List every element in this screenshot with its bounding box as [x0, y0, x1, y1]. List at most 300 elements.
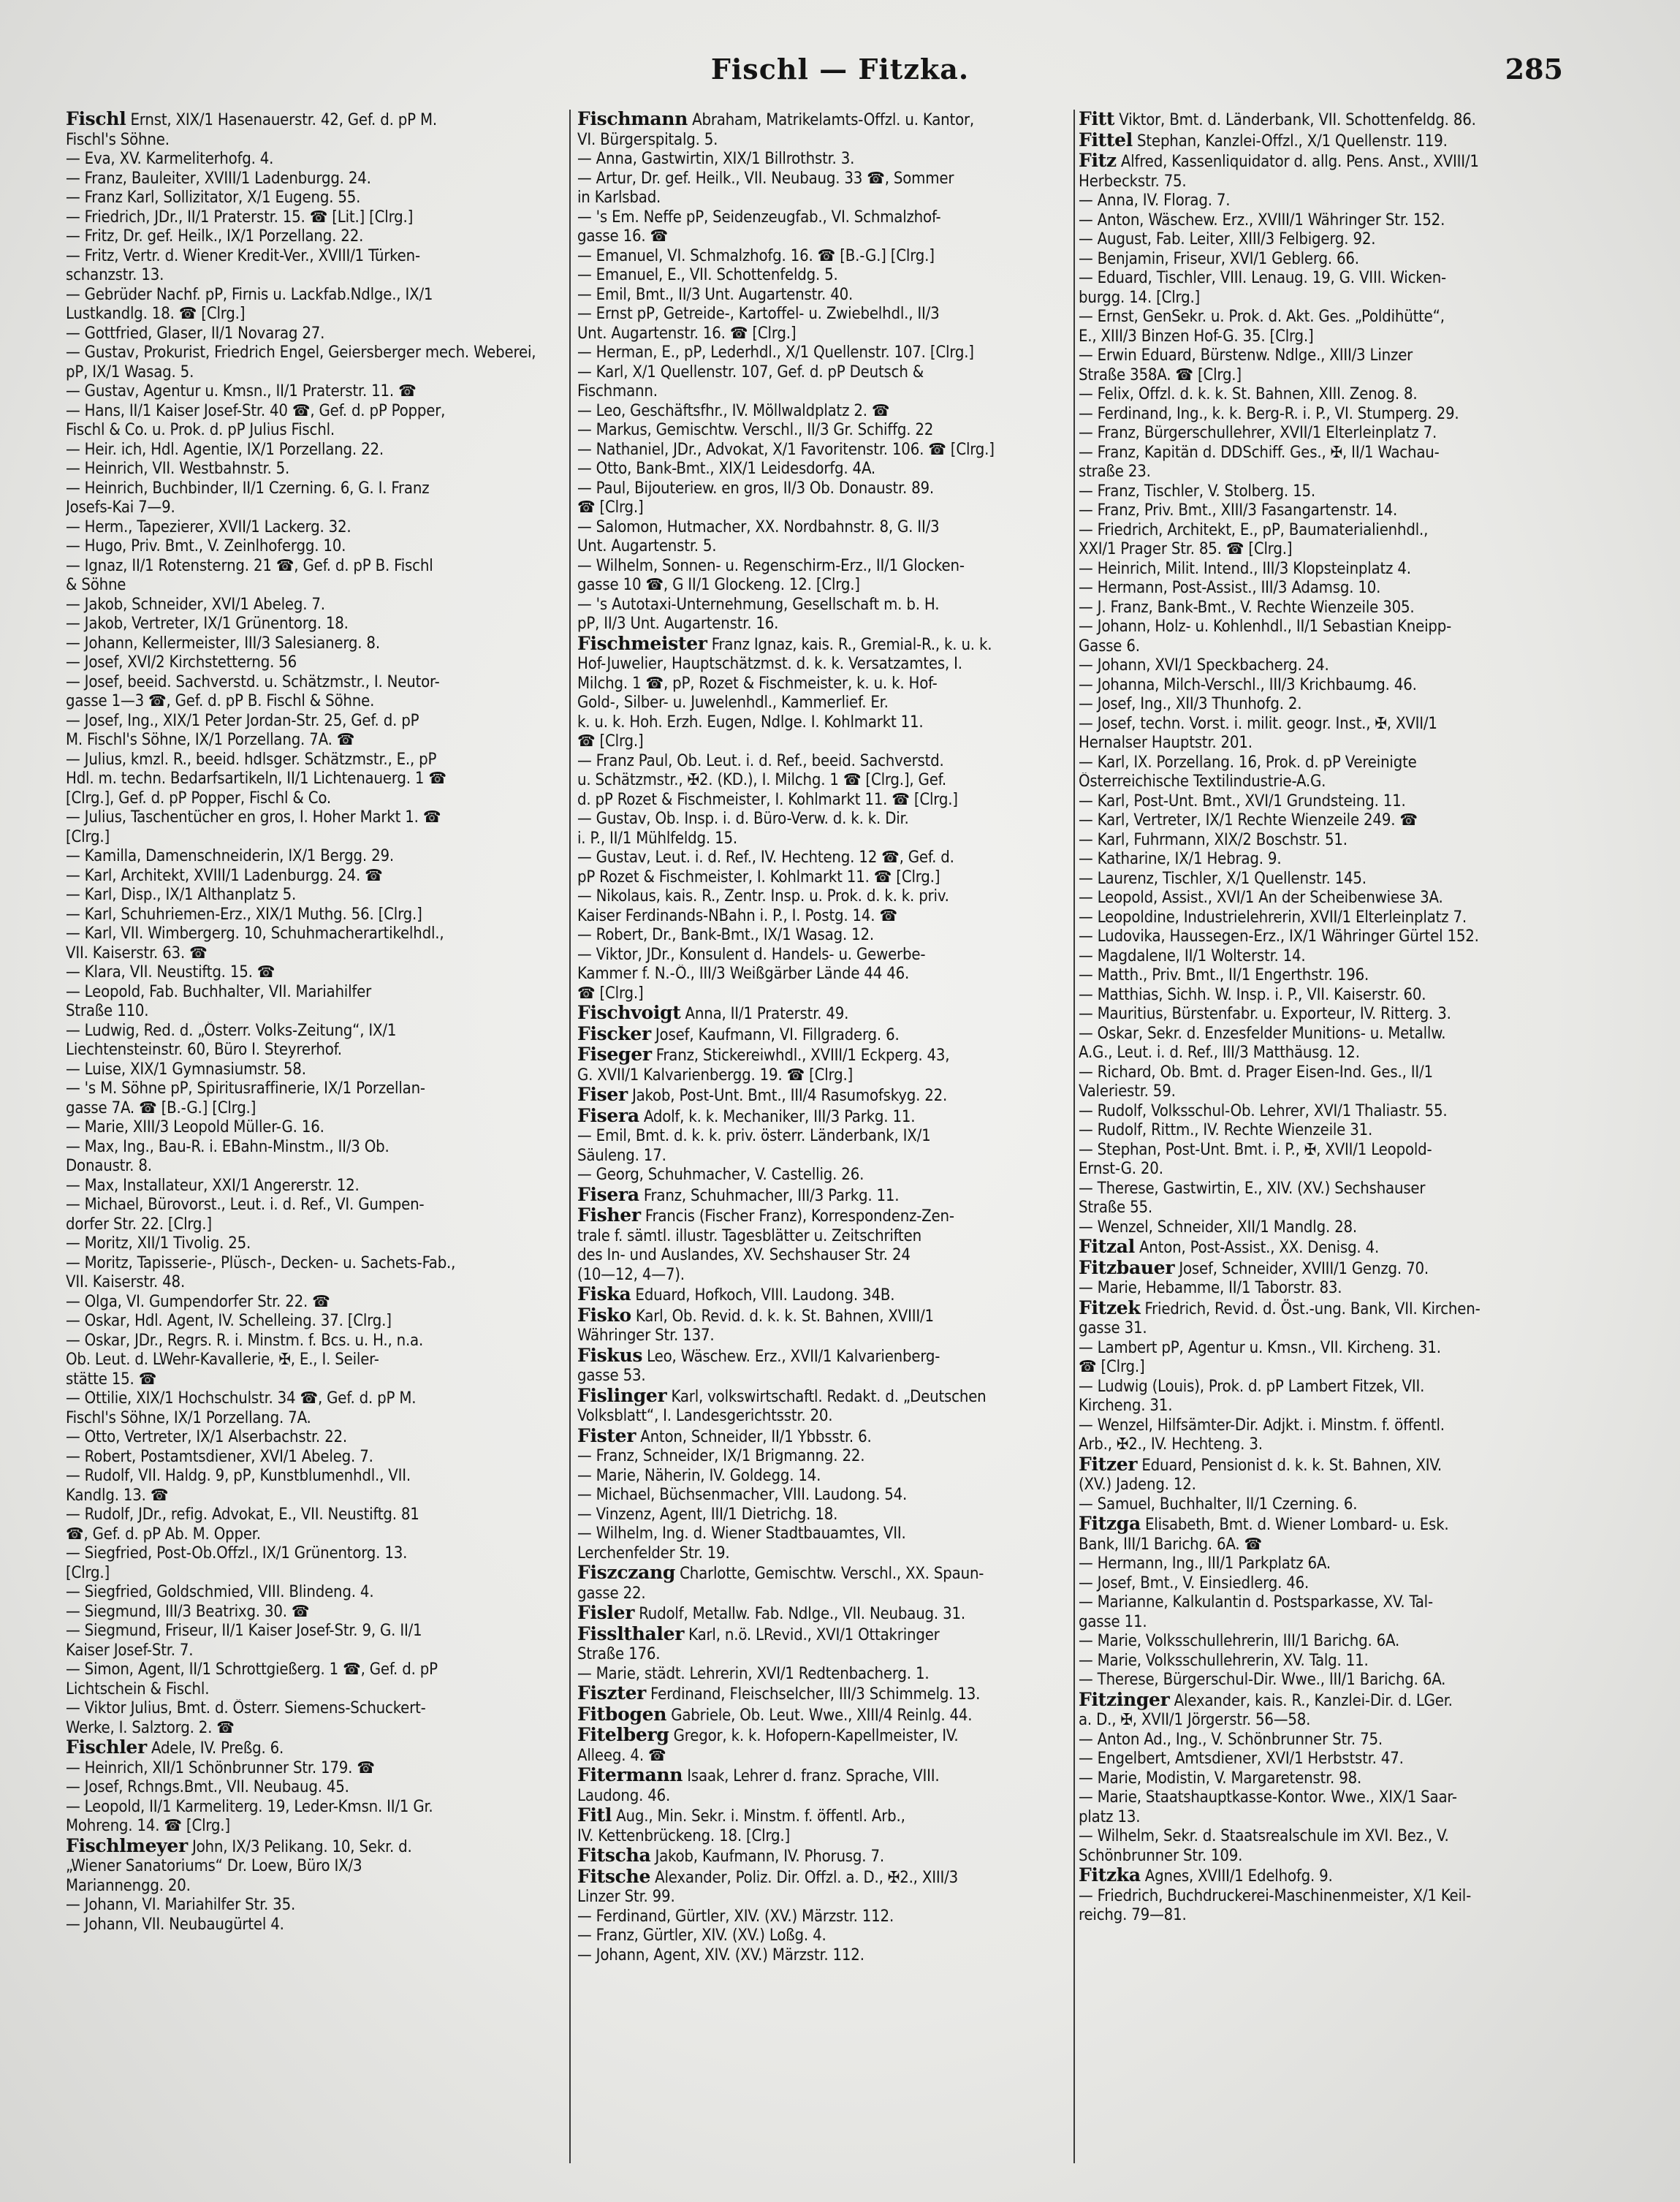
directory-line: [577, 791, 1071, 810]
directory-line: [66, 847, 560, 867]
entry-text: — Gustav, Agentur u. Kmsn., II/1 Praterstr. 11. ☎: [66, 382, 417, 400]
entry-text: — Lambert pP, Agentur u. Kmsn., VII. Kircheng. 31.: [1079, 1338, 1441, 1357]
entry-text: — Leopold, II/1 Karmeliterg. 19, Leder-Kmsn. II/1 Gr.: [66, 1797, 433, 1816]
entry-text: gasse 16. ☎: [577, 227, 668, 246]
entry-text: — Leopoldine, Industrielehrerin, XVII/1 Elterleinplatz 7.: [1079, 908, 1467, 927]
entry-text: — Rudolf, VII. Haldg. 9, pP, Kunstblumenhdl., VII.: [66, 1467, 411, 1485]
entry-text: gasse 31.: [1079, 1319, 1147, 1337]
entry-text: Herbeckstr. 75.: [1079, 172, 1187, 191]
entry-text: gasse 10 ☎, G II/1 Glockeng. 12. [Clrg.]: [577, 576, 860, 594]
directory-line: [66, 1215, 560, 1235]
entry-text: ☎ [Clrg.]: [577, 498, 644, 517]
surname-headword: Fitzinger: [1079, 1690, 1170, 1710]
entry-text: Kaiser Josef-Str. 7.: [66, 1641, 194, 1660]
directory-line: [577, 848, 1071, 868]
surname-headword: Fischler: [66, 1738, 147, 1758]
entry-text: in Karlsbad.: [577, 189, 661, 207]
entry-text: — Josef, Ing., XII/3 Thunhofg. 2.: [1079, 695, 1302, 713]
entry-text: — Heinrich, VII. Westbahnstr. 5.: [66, 460, 290, 478]
entry-text: VI. Bürgerspitalg. 5.: [577, 130, 718, 149]
directory-line: [66, 808, 560, 828]
entry-text: Karl, volkswirtschaftl. Redakt. d. „Deutschen: [666, 1387, 987, 1406]
directory-line: [66, 1138, 560, 1158]
entry-text: — Johann, Agent, XIV. (XV.) Märzstr. 112.: [577, 1945, 864, 1964]
entry-text: — Marie, Staatshauptkasse-Kontor. Wwe., XIX/1 Saar-: [1079, 1788, 1457, 1807]
directory-line: [66, 1877, 560, 1897]
entry-text: — Karl, Fuhrmann, XIX/2 Boschstr. 51.: [1079, 830, 1348, 849]
directory-line: [1079, 1199, 1573, 1218]
directory-line: [577, 1467, 1071, 1487]
directory-line: [1079, 1847, 1573, 1867]
entry-text: — Fritz, Vertr. d. Wiener Kredit-Ver., XVIII/1 Türken-: [66, 246, 420, 265]
directory-line: [66, 1157, 560, 1177]
entry-text: — Karl, Disp., IX/1 Althanplatz 5.: [66, 886, 297, 904]
entry-text: XXI/1 Prager Str. 85. ☎ [Clrg.]: [1079, 540, 1293, 558]
entry-text: E., XIII/3 Binzen Hof-G. 35. [Clrg.]: [1079, 327, 1314, 346]
entry-text: — Otto, Vertreter, IX/1 Alserbachstr. 22.: [66, 1428, 347, 1446]
directory-line: [577, 1506, 1071, 1525]
entry-text: — Moritz, XII/1 Tivolig. 25.: [66, 1234, 251, 1253]
directory-line: [577, 1367, 1071, 1386]
directory-line: [577, 557, 1071, 577]
directory-line: [1079, 1339, 1573, 1359]
entry-text: — Ernst, GenSekr. u. Prok. d. Akt. Ges. „Poldihütte“,: [1079, 308, 1445, 326]
entry-text: burgg. 14. [Clrg.]: [1079, 288, 1201, 307]
entry-text: — Johann, VI. Mariahilfer Str. 35.: [66, 1896, 296, 1914]
entry-text: — Wilhelm, Sekr. d. Staatsrealschule im XVI. Bez., V.: [1079, 1827, 1449, 1845]
directory-line: [66, 1699, 560, 1719]
entry-text: Schönbrunner Str. 109.: [1079, 1846, 1243, 1865]
directory-line: [577, 1806, 1071, 1827]
entry-text: Eduard, Hofkoch, VIII. Laudong. 34B.: [631, 1286, 895, 1305]
entry-text: — Viktor Julius, Bmt. d. Österr. Siemens-Schuckert-: [66, 1699, 426, 1717]
directory-line: [577, 247, 1071, 267]
directory-line: [577, 1003, 1071, 1025]
directory-line: [577, 1185, 1071, 1207]
entry-text: — Paul, Bijouteriew. en gros, II/3 Ob. Donaustr. 89.: [577, 479, 935, 498]
directory-line: [1079, 405, 1573, 425]
directory-line: [577, 926, 1071, 946]
directory-line: [1079, 463, 1573, 482]
entry-text: — Josef, Ing., XIX/1 Peter Jordan-Str. 25, Gef. d. pP: [66, 711, 419, 730]
entry-text: — Franz, Priv. Bmt., XIII/3 Fasangartenstr. 14.: [1079, 501, 1398, 520]
directory-line: [1079, 695, 1573, 715]
entry-text: Franz, Schuhmacher, III/3 Parkg. 11.: [639, 1186, 900, 1205]
entry-text: — Moritz, Tapisserie-, Plüsch-, Decken- u. Sachets-Fab.,: [66, 1253, 456, 1272]
directory-line: [66, 944, 560, 964]
directory-line: [66, 1680, 560, 1700]
surname-headword: Fitzek: [1079, 1298, 1141, 1318]
surname-headword: Fisera: [577, 1106, 639, 1126]
entry-text: u. Schätzmstr., ✠2. (KD.), I. Milchg. 1 ☎ [Clrg.], Gef.: [577, 771, 946, 789]
entry-text: Straße 55.: [1079, 1199, 1152, 1217]
entry-text: — Ernst pP, Getreide-, Kartoffel- u. Zwiebelhdl., II/3: [577, 305, 940, 323]
directory-line: [66, 402, 560, 422]
entry-text: — Wilhelm, Sonnen- u. Regenschirm-Erz., II/1 Glocken-: [577, 556, 965, 575]
entry-text: stätte 15. ☎: [66, 1370, 157, 1389]
directory-line: [1079, 1593, 1573, 1613]
entry-text: — Jakob, Schneider, XVI/1 Abeleg. 7.: [66, 595, 325, 614]
directory-line: [577, 634, 1071, 656]
entry-text: — Franz Karl, Sollizitator, X/1 Eugeng. 55.: [66, 189, 361, 207]
surname-headword: Fitzer: [1079, 1454, 1138, 1475]
directory-line: [577, 965, 1071, 984]
directory-line: [577, 479, 1071, 499]
directory-line: [577, 343, 1071, 363]
directory-line: [66, 1837, 560, 1858]
entry-text: — Gustav, Ob. Insp. i. d. Büro-Verw. d. k. k. Dir.: [577, 810, 909, 828]
surname-headword: Fischmeister: [577, 634, 707, 654]
entry-text: — Michael, Büchsenmacher, VIII. Laudong. 54.: [577, 1486, 908, 1504]
entry-text: — Nathaniel, JDr., Advokat, X/1 Favoritenstr. 106. ☎ [Clrg.]: [577, 440, 995, 459]
entry-text: Mariannengg. 20.: [66, 1876, 191, 1895]
directory-line: [577, 537, 1071, 557]
entry-text: Adolf, k. k. Mechaniker, III/3 Parkg. 11.: [639, 1107, 916, 1126]
entry-text: Isaak, Lehrer d. franz. Sprache, VIII.: [683, 1767, 940, 1785]
directory-line: [66, 1293, 560, 1313]
entry-text: Alfred, Kassenliquidator d. allg. Pens. Anst., XVIII/1: [1116, 153, 1479, 171]
entry-text: — Friedrich, Buchdruckerei-Maschinenmeister, X/1 Keil-: [1079, 1886, 1472, 1905]
directory-line: [1079, 889, 1573, 908]
directory-line: [577, 382, 1071, 402]
surname-headword: Fitermann: [577, 1766, 683, 1785]
entry-text: Bank, III/1 Barichg. 6A. ☎: [1079, 1535, 1262, 1554]
surname-headword: Fitsche: [577, 1867, 651, 1887]
entry-text: — Gottfried, Glaser, II/1 Novarag 27.: [66, 324, 325, 343]
directory-line: [66, 537, 560, 557]
entry-text: Anna, II/1 Praterstr. 49.: [680, 1005, 849, 1023]
entry-text: — Fritz, Dr. gef. Heilk., IX/1 Porzellang. 22.: [66, 227, 364, 246]
entry-text: — Felix, Offzl. d. k. k. St. Bahnen, XIII. Zenog. 8.: [1079, 385, 1418, 403]
directory-line: [1079, 385, 1573, 405]
entry-text: [Clrg.]: [66, 1563, 110, 1582]
entry-text: — Vinzenz, Agent, III/1 Dietrichg. 18.: [577, 1505, 838, 1524]
surname-headword: Fitt: [1079, 110, 1115, 129]
entry-text: — Marie, Näherin, IV. Goldegg. 14.: [577, 1466, 821, 1485]
directory-line: [66, 1544, 560, 1564]
directory-line: [1079, 366, 1573, 386]
directory-line: [577, 402, 1071, 422]
surname-headword: Fittel: [1079, 130, 1133, 151]
directory-line: [1079, 908, 1573, 928]
directory-line: [1079, 1750, 1573, 1769]
directory-line: [577, 713, 1071, 733]
entry-text: — Erwin Eduard, Bürstenw. Ndlge., XIII/3 Linzer: [1079, 346, 1413, 365]
directory-line: [66, 925, 560, 944]
directory-line: [1079, 734, 1573, 753]
directory-line: [1079, 191, 1573, 211]
entry-text: — Ludovika, Haussegen-Erz., IX/1 Währinger Gürtel 152.: [1079, 927, 1479, 946]
directory-line: [1079, 1416, 1573, 1436]
directory-line: [66, 1196, 560, 1215]
directory-line: [577, 189, 1071, 208]
directory-line: [1079, 424, 1573, 444]
entry-text: Gasse 6.: [1079, 637, 1140, 656]
entry-text: — Karl, Architekt, XVIII/1 Ladenburgg. 24. ☎: [66, 866, 383, 885]
directory-line: [577, 1563, 1071, 1584]
entry-text: Aug., Min. Sekr. i. Minstm. f. öffentl. Arb.,: [612, 1807, 905, 1826]
directory-line: [66, 1079, 560, 1099]
entry-text: pP, II/3 Unt. Augartenstr. 16.: [577, 615, 779, 633]
directory-line: [1079, 1731, 1573, 1750]
surname-headword: Fisslthaler: [577, 1624, 685, 1644]
entry-text: — Heinrich, Buchbinder, II/1 Czerning. 6, G. I. Franz: [66, 479, 430, 498]
directory-line: [1079, 1495, 1573, 1515]
entry-text: (XV.) Jadeng. 12.: [1079, 1476, 1196, 1494]
entry-text: — Oskar, Sekr. d. Enzesfelder Munitions- u. Metallw.: [1079, 1024, 1446, 1043]
entry-text: Straße 358A. ☎ [Clrg.]: [1079, 365, 1242, 384]
entry-text: Josef, Kaufmann, VI. Fillgraderg. 6.: [650, 1025, 900, 1044]
entry-text: — 's M. Söhne pP, Spiritusraffinerie, IX/1 Porzellan-: [66, 1079, 425, 1098]
directory-line: [1079, 1378, 1573, 1397]
entry-text: — Leopold, Fab. Buchhalter, VII. Mariahilfer: [66, 982, 372, 1001]
entry-text: — Gebrüder Nachf. pP, Firnis u. Lackfab.Ndlge., IX/1: [66, 285, 433, 304]
entry-text: — Nikolaus, kais. R., Zentr. Insp. u. Prok. d. k. k. priv.: [577, 887, 949, 906]
directory-line: [1079, 1279, 1573, 1299]
directory-line: [1079, 1044, 1573, 1063]
entry-text: — 's Em. Neffe pP, Seidenzeugfab., VI. Schmalzhof-: [577, 208, 941, 227]
directory-line: [1079, 1141, 1573, 1161]
entry-text: Straße 110.: [66, 1002, 149, 1020]
directory-line: [66, 1389, 560, 1409]
directory-line: [66, 557, 560, 577]
entry-text: — Katharine, IX/1 Hebrag. 9.: [1079, 850, 1282, 868]
directory-line: [577, 1766, 1071, 1787]
surname-headword: Fischvoigt: [577, 1003, 681, 1023]
entry-text: des In- und Auslandes, XV. Sechshauser Str. 24: [577, 1246, 911, 1264]
directory-line: [66, 1002, 560, 1022]
entry-text: — Ludwig (Louis), Prok. d. pP Lambert Fitzek, VII.: [1079, 1377, 1425, 1396]
entry-text: — Marie, XIII/3 Leopold Müller-G. 16.: [66, 1118, 324, 1136]
directory-line: [66, 1817, 560, 1837]
directory-line: [1079, 1237, 1573, 1258]
entry-text: — Ignaz, II/1 Rotensterng. 21 ☎, Gef. d. pP B. Fischl: [66, 556, 433, 575]
directory-line: [577, 1326, 1071, 1346]
entry-text: — Johanna, Milch-Verschl., III/3 Krichbaumg. 46.: [1079, 675, 1417, 694]
directory-line: [577, 227, 1071, 247]
surname-headword: Fitzal: [1079, 1237, 1135, 1257]
directory-line: [1079, 831, 1573, 851]
entry-text: — Karl, Vertreter, IX/1 Rechte Wienzeile 249. ☎: [1079, 811, 1418, 829]
entry-text: Karl, Ob. Revid. d. k. k. St. Bahnen, XVIII/1: [631, 1307, 934, 1326]
directory-line: [66, 247, 560, 267]
directory-line: [1079, 1554, 1573, 1574]
directory-line: [66, 208, 560, 228]
entry-text: — Heinrich, XII/1 Schönbrunner Str. 179. ☎: [66, 1758, 375, 1777]
entry-text: Straße 176.: [577, 1645, 661, 1663]
directory-line: [66, 596, 560, 615]
entry-text: — Karl, Post-Unt. Bmt., XVI/1 Grundsteing. 11.: [1079, 791, 1406, 810]
entry-text: — Rudolf, Rittm., IV. Rechte Wienzeile 31.: [1079, 1121, 1373, 1139]
directory-line: [66, 1896, 560, 1916]
directory-line: [66, 867, 560, 887]
column-divider: [1073, 110, 1075, 2163]
surname-headword: Fisko: [577, 1305, 631, 1326]
directory-line: [1079, 1671, 1573, 1690]
entry-text: — Therese, Bürgerschul-Dir. Wwe., III/1 Barichg. 6A.: [1079, 1671, 1446, 1689]
entry-text: Josefs-Kai 7—9.: [66, 498, 175, 517]
entry-text: — Michael, Bürovorst., Leut. i. d. Ref., VI. Gumpen-: [66, 1196, 425, 1214]
entry-text: gasse 53.: [577, 1367, 646, 1385]
surname-headword: Fisher: [577, 1206, 641, 1226]
entry-text: Alexander, kais. R., Kanzlei-Dir. d. LGer.: [1169, 1691, 1453, 1710]
entry-text: „Wiener Sanatoriums“ Dr. Loew, Büro IX/3: [66, 1857, 362, 1875]
entry-text: VII. Kaiserstr. 63. ☎: [66, 944, 208, 963]
directory-line: [577, 1045, 1071, 1066]
entry-text: — Mauritius, Bürstenfabr. u. Exporteur, IV. Ritterg. 3.: [1079, 1005, 1451, 1023]
entry-text: — Magdalene, II/1 Wolterstr. 14.: [1079, 946, 1306, 965]
directory-line: [1079, 599, 1573, 618]
directory-line: [66, 789, 560, 809]
directory-line: [1079, 1476, 1573, 1495]
entry-text: — Georg, Schuhmacher, V. Castellig. 26.: [577, 1166, 864, 1184]
entry-text: — Friedrich, JDr., II/1 Praterstr. 15. ☎ [Lit.] [Clrg.]: [66, 208, 414, 227]
entry-text: Charlotte, Gemischtw. Verschl., XX. Spaun-: [675, 1565, 984, 1583]
entry-text: Jakob, Kaufmann, IV. Phorusg. 7.: [650, 1848, 884, 1866]
directory-line: [577, 596, 1071, 615]
directory-line: [66, 1738, 560, 1759]
entry-text: A.G., Leut. i. d. Ref., III/3 Matthäusg. 12.: [1079, 1044, 1360, 1062]
entry-text: Österreichische Textilindustrie-A.G.: [1079, 772, 1326, 791]
entry-text: — Hermann, Post-Assist., III/3 Adamsg. 10.: [1079, 579, 1381, 597]
directory-line: [577, 305, 1071, 324]
directory-line: [1079, 1613, 1573, 1633]
directory-line: [577, 1725, 1071, 1747]
entry-text: — Viktor, JDr., Konsulent d. Handels- u. Gewerbe-: [577, 945, 926, 964]
entry-text: — Siegmund, Friseur, II/1 Kaiser Josef-Str. 9, G. II/1: [66, 1622, 422, 1640]
entry-text: — Ottilie, XIX/1 Hochschulstr. 34 ☎, Gef. d. pP M.: [66, 1389, 417, 1408]
directory-line: [577, 810, 1071, 829]
entry-text: Eduard, Pensionist d. k. k. St. Bahnen, XIV.: [1137, 1456, 1442, 1475]
entry-text: — Matthias, Sichh. W. Insp. i. P., VII. Kaiserstr. 60.: [1079, 985, 1426, 1004]
entry-text: Ob. Leut. d. LWehr-Kavallerie, ✠, E., I. Seiler-: [66, 1351, 379, 1369]
directory-line: [1079, 1769, 1573, 1789]
entry-text: — Franz, Bauleiter, XVIII/1 Ladenburgg. 24.: [66, 169, 371, 188]
directory-line: [66, 1254, 560, 1274]
directory-line: [577, 1407, 1071, 1427]
entry-text: Agnes, XVIII/1 Edelhofg. 9.: [1140, 1867, 1333, 1886]
directory-line: [66, 963, 560, 983]
entry-text: Kandlg. 13. ☎: [66, 1486, 169, 1505]
entry-text: — Engelbert, Amtsdiener, XVI/1 Herbststr. 47.: [1079, 1750, 1404, 1768]
directory-line: [577, 1085, 1071, 1106]
entry-text: ☎, Gef. d. pP Ab. M. Opper.: [66, 1525, 261, 1544]
entry-text: — Ferdinand, Ing., k. k. Berg-R. i. P., VI. Stumperg. 29.: [1079, 404, 1459, 423]
entry-text: pP, IX/1 Wasag. 5.: [66, 362, 194, 381]
directory-line: [66, 150, 560, 170]
entry-text: Lustkandlg. 18. ☎ [Clrg.]: [66, 305, 246, 323]
directory-line: [66, 441, 560, 460]
entry-text: — Stephan, Post-Unt. Bmt. i. P., ✠, XVII/1 Leopold-: [1079, 1140, 1432, 1159]
directory-line: [1079, 850, 1573, 870]
column-2: [577, 110, 1071, 2163]
directory-line: [66, 1487, 560, 1506]
entry-text: — Leopold, Assist., XVI/1 An der Scheibenwiese 3A.: [1079, 889, 1443, 907]
surname-headword: Fitzbauer: [1079, 1258, 1175, 1278]
directory-line: [1079, 1299, 1573, 1320]
surname-headword: Fiszter: [577, 1684, 647, 1704]
entry-text: Unt. Augartenstr. 5.: [577, 537, 717, 555]
directory-line: [1079, 986, 1573, 1006]
directory-line: [1079, 1358, 1573, 1378]
entry-text: trale f. sämtl. illustr. Tagesblätter u. Zeitschriften: [577, 1226, 921, 1245]
entry-text: Milchg. 1 ☎, pP, Rozet & Fischmeister, k. u. k. Hof-: [577, 674, 938, 693]
entry-text: — Heinrich, Milit. Intend., III/3 Klopsteinplatz 4.: [1079, 559, 1411, 578]
surname-headword: Fischmann: [577, 110, 688, 129]
directory-line: [66, 1370, 560, 1390]
directory-line: [577, 1888, 1071, 1907]
directory-line: [577, 150, 1071, 170]
directory-line: [577, 1603, 1071, 1625]
directory-line: [577, 441, 1071, 460]
directory-line: [577, 732, 1071, 752]
entry-text: — Hugo, Priv. Bmt., V. Zeinlhofergg. 10.: [66, 537, 346, 555]
entry-text: Hdl. m. techn. Bedarfsartikeln, II/1 Lichtenauerg. 1 ☎: [66, 770, 446, 788]
directory-line: [66, 1641, 560, 1661]
entry-text: gasse 11.: [1079, 1612, 1147, 1631]
entry-text: Elisabeth, Bmt. d. Wiener Lombard- u. Esk.: [1140, 1516, 1449, 1534]
directory-line: [577, 460, 1071, 479]
directory-line: [1079, 289, 1573, 308]
entry-text: Ernst-G. 20.: [1079, 1160, 1163, 1178]
entry-text: — Anton, Wäschew. Erz., XVIII/1 Währinger Str. 152.: [1079, 210, 1445, 229]
entry-text: Kammer f. N.-Ö., III/3 Weißgärber Lände 44 46.: [577, 965, 910, 983]
entry-text: — Julius, Taschentücher en gros, I. Hoher Markt 1. ☎: [66, 808, 441, 827]
entry-text: Kircheng. 31.: [1079, 1397, 1173, 1415]
entry-text: Leo, Wäschew. Erz., XVII/1 Kalvarienberg-: [642, 1347, 940, 1366]
entry-text: Fischl's Söhne, IX/1 Porzellang. 7A.: [66, 1408, 311, 1427]
entry-text: — Rudolf, JDr., refig. Advokat, E., VII. Neustiftg. 81: [66, 1506, 419, 1524]
directory-line: [577, 694, 1071, 713]
entry-text: ☎ [Clrg.]: [1079, 1358, 1145, 1376]
directory-line: [577, 675, 1071, 694]
directory-line: [66, 1857, 560, 1877]
surname-headword: Fister: [577, 1426, 636, 1446]
directory-line: [66, 1916, 560, 1935]
entry-text: Francis (Fischer Franz), Korrespondenz-Zen-: [640, 1207, 954, 1226]
directory-line: [577, 1285, 1071, 1306]
directory-line: [1079, 540, 1573, 560]
entry-text: — Emil, Bmt. d. k. k. priv. österr. Länderbank, IX/1: [577, 1127, 931, 1145]
entry-text: — Emanuel, E., VII. Schottenfeldg. 5.: [577, 266, 838, 284]
entry-text: Unt. Augartenstr. 16. ☎ [Clrg.]: [577, 324, 797, 343]
directory-line: [577, 1346, 1071, 1367]
directory-line: [66, 673, 560, 693]
entry-text: Donaustr. 8.: [66, 1157, 152, 1175]
surname-headword: Fislinger: [577, 1386, 667, 1406]
entry-text: ☎ [Clrg.]: [577, 984, 644, 1003]
entry-text: — Olga, VI. Gumpendorfer Str. 22. ☎: [66, 1292, 330, 1311]
directory-line: [66, 615, 560, 634]
directory-line: [577, 1684, 1071, 1705]
directory-line: [577, 421, 1071, 441]
entry-text: — Markus, Gemischtw. Verschl., II/3 Gr. Schiffg. 22: [577, 421, 934, 439]
directory-line: [577, 771, 1071, 791]
directory-line: [577, 907, 1071, 927]
entry-text: Valeriestr. 59.: [1079, 1082, 1176, 1101]
directory-line: [577, 110, 1071, 131]
directory-line: [577, 518, 1071, 538]
entry-text: — Siegmund, III/3 Beatrixg. 30. ☎: [66, 1602, 310, 1621]
directory-line: [577, 1584, 1071, 1604]
entry-text: — Marie, Volksschullehrerin, XV. Talg. 11.: [1079, 1651, 1369, 1670]
surname-headword: Fiscker: [577, 1024, 651, 1044]
surname-headword: Fischlmeyer: [66, 1836, 188, 1856]
entry-text: — Marie, Volksschullehrerin, III/1 Barichg. 6A.: [1079, 1632, 1400, 1650]
directory-line: [66, 1583, 560, 1603]
entry-text: — Oskar, Hdl. Agent, IV. Schelleing. 37. [Clrg.]: [66, 1312, 392, 1330]
directory-line: [66, 576, 560, 596]
